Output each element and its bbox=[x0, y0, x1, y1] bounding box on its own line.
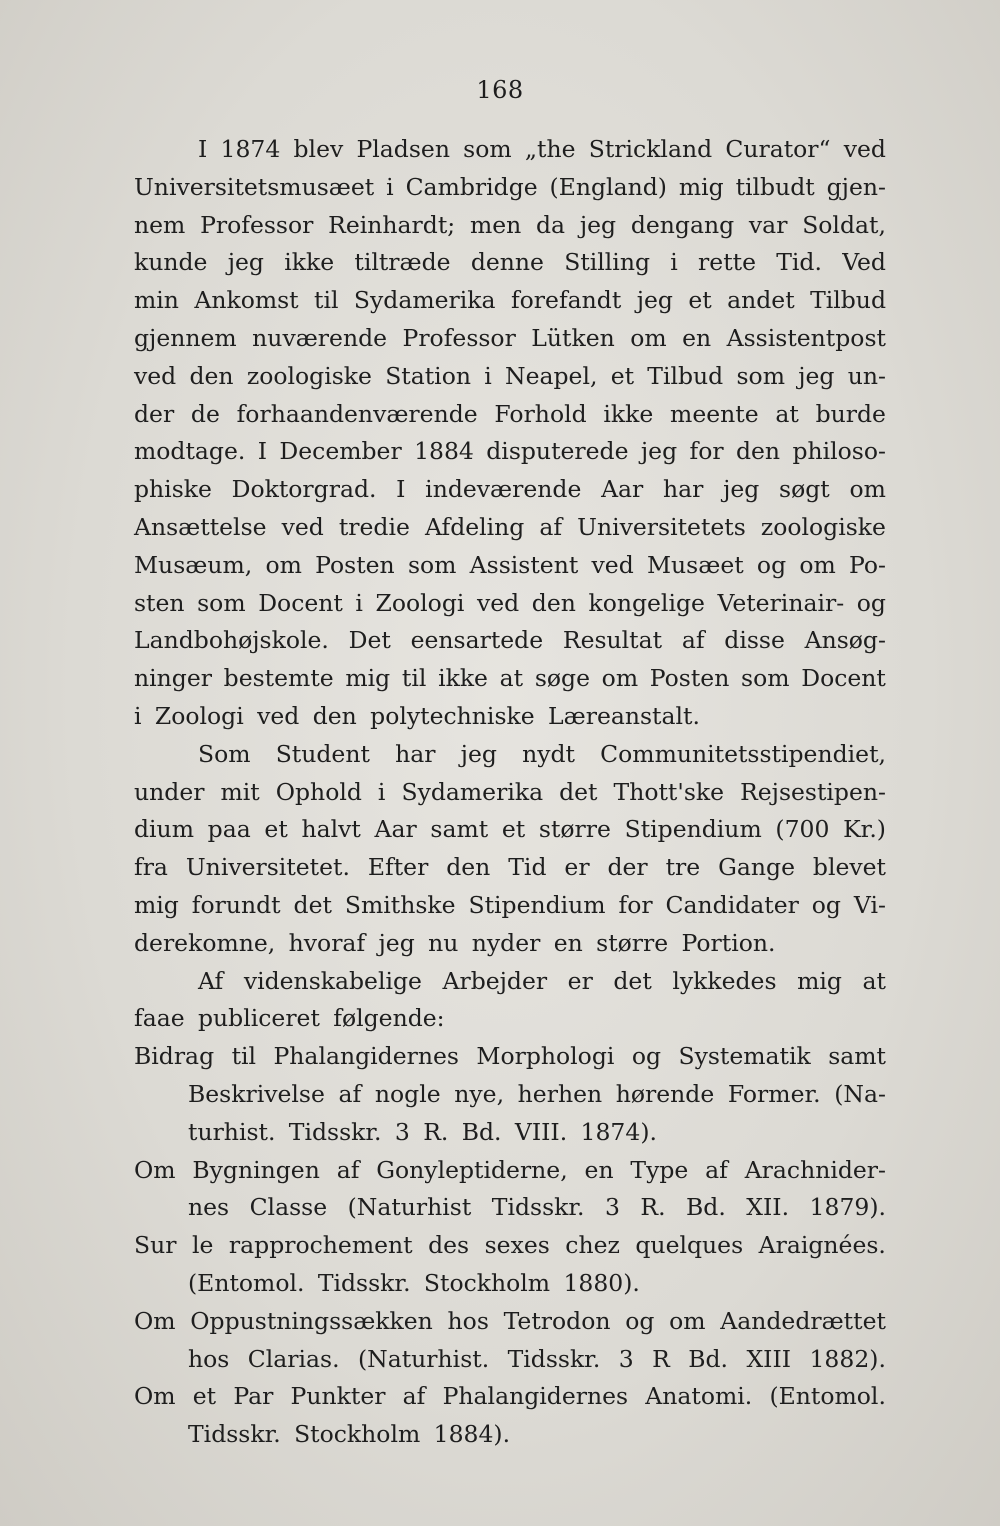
text-line: Landbohøjskole. Det eensartede Resultat af disse Ansøg- bbox=[134, 626, 886, 655]
text-line: under mit Ophold i Sydamerika det Thott'ske Rejsestipen- bbox=[134, 777, 886, 806]
page-text bbox=[134, 131, 886, 1454]
text-line: hos Clarias. (Naturhist. Tidsskr. 3 R Bd. XIII 1882). bbox=[188, 1344, 886, 1373]
text-line: faae publiceret følgende: bbox=[134, 1004, 445, 1033]
text-line: Om Oppustningssækken hos Tetrodon og om Aandedrættet bbox=[134, 1306, 886, 1335]
text-line: derekomne, hvoraf jeg nu nyder en større Portion. bbox=[134, 928, 776, 957]
text-line: ninger bestemte mig til ikke at søge om Posten som Docent bbox=[134, 664, 886, 693]
text-line: dium paa et halvt Aar samt et større Stipendium (700 Kr.) bbox=[134, 815, 886, 844]
text-line: gjennem nuværende Professor Lütken om en Assistentpost bbox=[134, 323, 886, 352]
text-line: I 1874 blev Pladsen som „the Strickland Curator“ ved bbox=[198, 135, 886, 163]
text-line: i Zoologi ved den polytechniske Læreanstalt. bbox=[134, 701, 700, 730]
text-line: min Ankomst til Sydamerika forefandt jeg et andet Tilbud bbox=[134, 286, 886, 315]
text-line: Om et Par Punkter af Phalangidernes Anatomi. (Entomol. bbox=[134, 1382, 886, 1411]
text-line: Ansættelse ved tredie Afdeling af Universitetets zoologiske bbox=[134, 512, 886, 541]
text-line: der de forhaandenværende Forhold ikke meente at burde bbox=[134, 399, 886, 428]
text-line: mig forundt det Smithske Stipendium for Candidater og Vi- bbox=[134, 890, 886, 919]
text-line: Musæum, om Posten som Assistent ved Musæet og om Po- bbox=[134, 550, 886, 579]
text-line: turhist. Tidsskr. 3 R. Bd. VIII. 1874). bbox=[188, 1117, 657, 1146]
text-line: Universitetsmusæet i Cambridge (England) mig tilbudt gjen- bbox=[134, 172, 886, 201]
text-line: Tidsskr. Stockholm 1884). bbox=[188, 1420, 511, 1449]
text-line: Bidrag til Phalangidernes Morphologi og Systematik samt bbox=[134, 1042, 886, 1071]
text-line: kunde jeg ikke tiltræde denne Stilling i rette Tid. Ved bbox=[134, 248, 886, 277]
text-line: Beskrivelse af nogle nye, herhen hørende Former. (Na- bbox=[188, 1079, 886, 1108]
text-line: phiske Doktorgrad. I indeværende Aar har jeg søgt om bbox=[134, 475, 886, 504]
text-line: Som Student har jeg nydt Communitetsstipendiet, bbox=[198, 739, 886, 768]
text-line: Om Bygningen af Gonyleptiderne, en Type af Arachnider- bbox=[134, 1155, 886, 1184]
text-line: modtage. I December 1884 disputerede jeg for den philoso- bbox=[134, 437, 886, 466]
text-line: (Entomol. Tidsskr. Stockholm 1880). bbox=[188, 1268, 640, 1297]
text-line: nem Professor Reinhardt; men da jeg dengang var Soldat, bbox=[134, 210, 886, 239]
text-line: nes Classe (Naturhist Tidsskr. 3 R. Bd. XII. 1879). bbox=[188, 1193, 886, 1222]
text-line: Sur le rapprochement des sexes chez quelques Araignées. bbox=[134, 1231, 886, 1260]
text-line: Af videnskabelige Arbejder er det lykkedes mig at bbox=[198, 966, 886, 995]
text-line: ved den zoologiske Station i Neapel, et Tilbud som jeg un- bbox=[134, 361, 886, 390]
page-number: 168 bbox=[476, 76, 524, 104]
text-line: sten som Docent i Zoologi ved den kongelige Veterinair- og bbox=[134, 588, 886, 617]
text-line: fra Universitetet. Efter den Tid er der tre Gange blevet bbox=[134, 853, 886, 882]
